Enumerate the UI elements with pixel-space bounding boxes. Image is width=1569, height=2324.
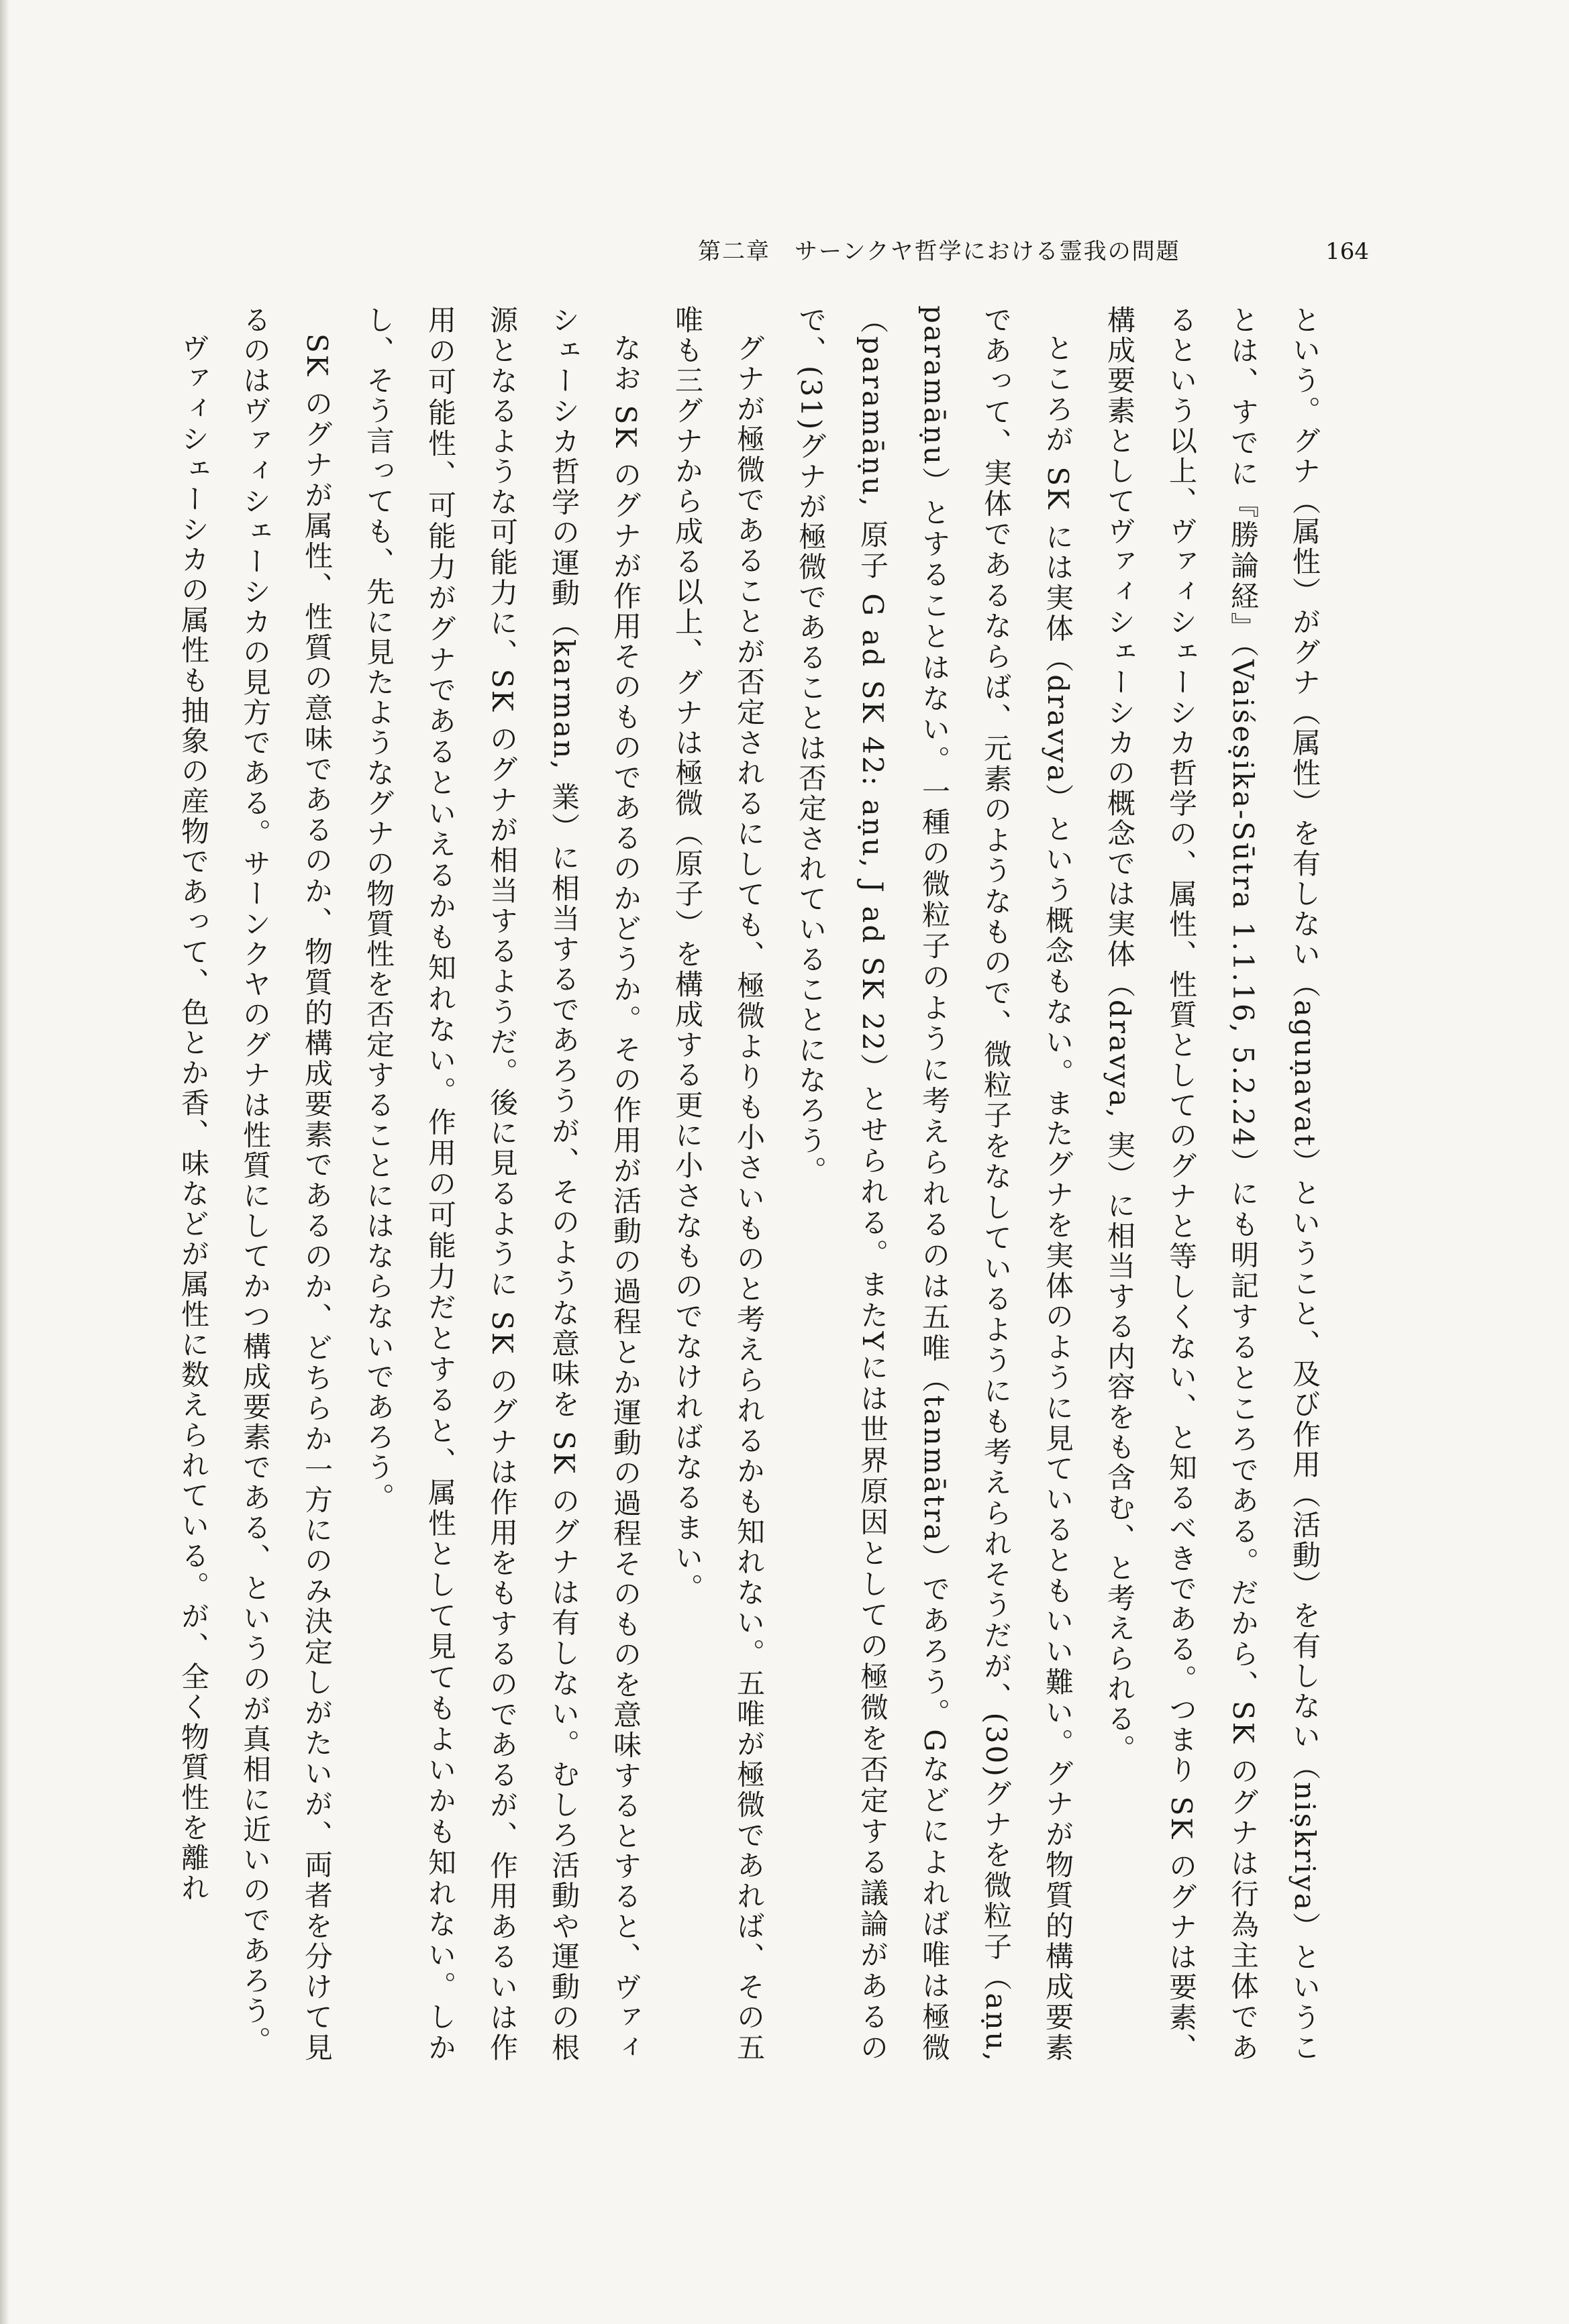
paragraph-6: ヴァィシェーシカの属性も抽象の産物であって、色とか香、味などが属性に数えられている。が、全く物質性を離れ (177, 333, 210, 1903)
paragraph-5: SK のグナが属性、性質の意味であるのか、物質的構成要素であるのか、どちらか一方にのみ決定しがたいが、両者を分けて見るのはヴァィシェーシカの見方である。サーンクヤのグナは性質にしてかつ構成要素である、というのが真相に近いのであろう。 (239, 305, 334, 2064)
scan-edge (0, 0, 9, 2324)
paragraph-1: という。グナ（属性）がグナ（属性）を有しない（aguṇavat）ということ、及び作用（活動）を有しない（niṣkriya）ということは、すでに『勝論経』（Vaiśeṣika-Sūtra 1.1.16, 5.2.24）にも明記するところである。だから、SK のグナは行為主体であるという以上、ヴァィシェーシカ哲学の、属性、性質としてのグナと等しくない、と知るべきである。つまり SK のグナは要素、構成要素としてヴァィシェーシカの概念では実体（dravya, 実）に相当する内容をも含む、と考えられる。 (1103, 305, 1321, 2063)
chapter-title: 第二章 サーンクヤ哲学における霊我の問題 (698, 238, 1180, 265)
paragraph-4: なお SK のグナが作用そのものであるのかどうか。その作用が活動の過程とか運動の過程そのものを意味するとすると、ヴァィシェーシカ哲学の運動（karman, 業）に相当するであろうが、そのような意味を SK のグナは有しない。むしろ活動や運動の根源となるような可能力に、SK のグナが相当するようだ。後に見るように SK のグナは作用をもするのであるが、作用あるいは作用の可能性、可能力がグナであるといえるかも知れない。作用の可能力だとすると、属性として見てもよいかも知れない。しかし、そう言っても、先に見たようなグナの物質性を否定することにはならないであろう。 (362, 305, 642, 2063)
body-text (177, 305, 1335, 2064)
paragraph-3: グナが極微であることが否定されるにしても、極微よりも小さいものと考えられるかも知れない。五唯が極微であれば、その五唯も三グナから成る以上、グナは極微（原子）を構成する更に小さなものでなければなるまい。 (671, 305, 766, 2064)
paragraph-2: ところが SK には実体（dravya）という概念もない。またグナを実体のように見ているともいい難い。グナが物質的構成要素であって、実体であるならば、元素のようなもので、微粒子をなしているようにも考えられそうだが、(30)グナを微粒子（aṇu, paramāṇu）とすることはない。一種の微粒子のように考えられるのは五唯（tanmātra）であろう。Gなどによれば唯は極微（paramāṇu, 原子 G ad SK 42: aṇu, J ad SK 22）とせられる。またYには世界原因としての極微を否定する議論があるので、(31)グナが極微であることは否定されていることになろう。 (795, 305, 1074, 2063)
page-number: 164 (1325, 238, 1369, 265)
running-header (698, 231, 1369, 272)
